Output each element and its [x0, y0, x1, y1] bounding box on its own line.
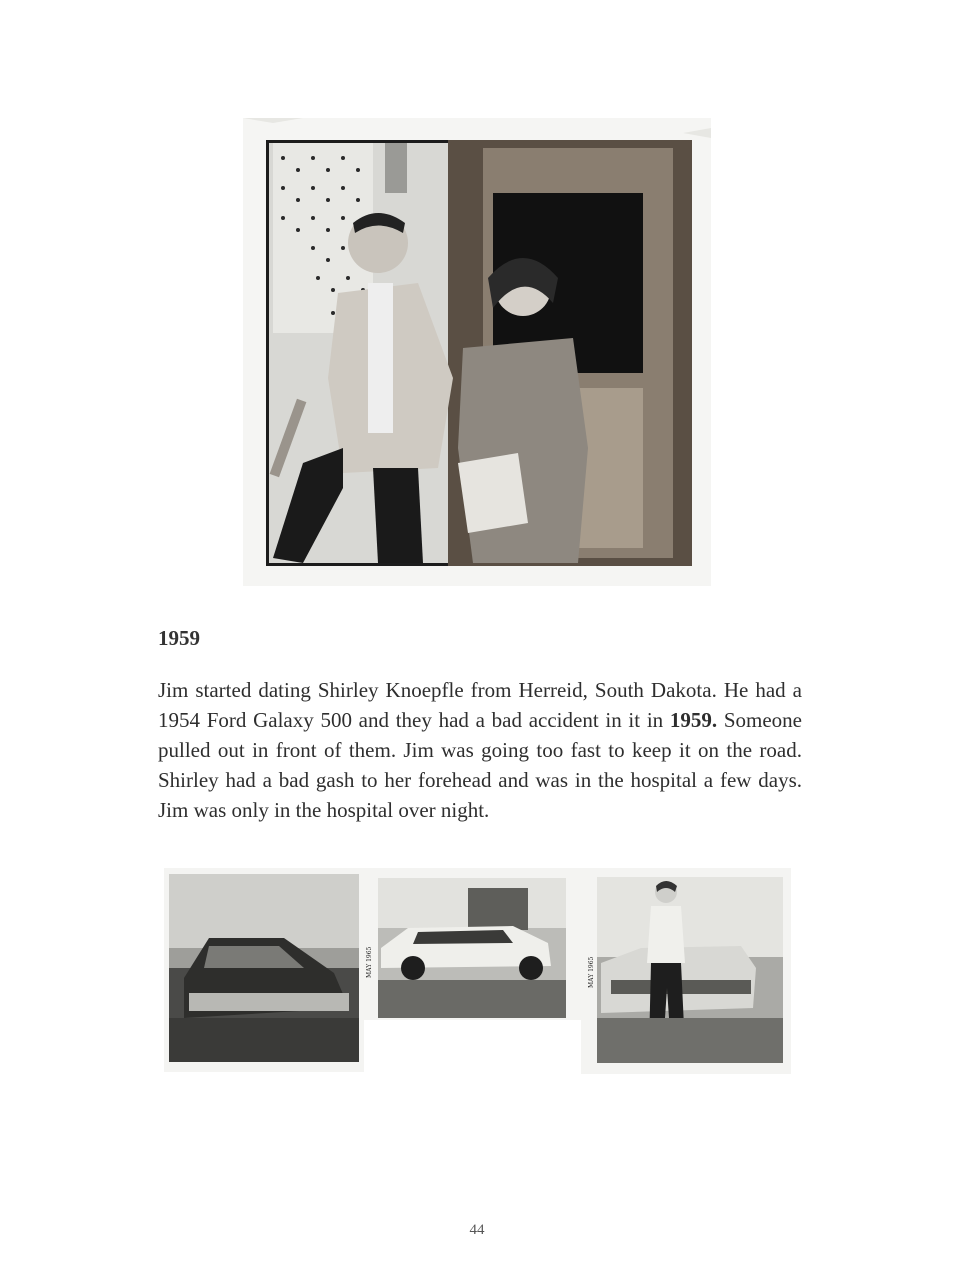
car-side-photo — [363, 868, 581, 1020]
page-number: 44 — [469, 1222, 485, 1238]
couple-photo — [243, 118, 711, 586]
man-with-car-photo — [581, 868, 791, 1074]
couple-photo-icon — [243, 118, 711, 586]
paragraph-text-part1: Jim started dating Shirley Knoepfle from Herreid, South Dakota. He had a 1954 Ford Galaxy 500 and they had a bad accident in it in — [158, 678, 802, 732]
paragraph-year: 1959. — [669, 708, 718, 732]
car-side-photo-icon — [363, 868, 581, 1020]
man-with-car-photo-icon — [581, 868, 791, 1074]
wrecked-car-photo-icon — [164, 868, 364, 1072]
wrecked-car-photo — [164, 868, 364, 1072]
paragraph-text-part2: Someone pulled out in front of them. Jim was going too fast to keep it on the road. Shirley had a bad gash to her forehead and was in the hospital a few days. Jim was only in the hospital over night. — [158, 708, 802, 822]
photo-date-stamp-2: MAY 1965 — [588, 956, 595, 988]
section-paragraph — [158, 675, 802, 825]
section-heading: 1959 — [158, 626, 200, 650]
photo-date-stamp: MAY 1965 — [366, 946, 373, 978]
